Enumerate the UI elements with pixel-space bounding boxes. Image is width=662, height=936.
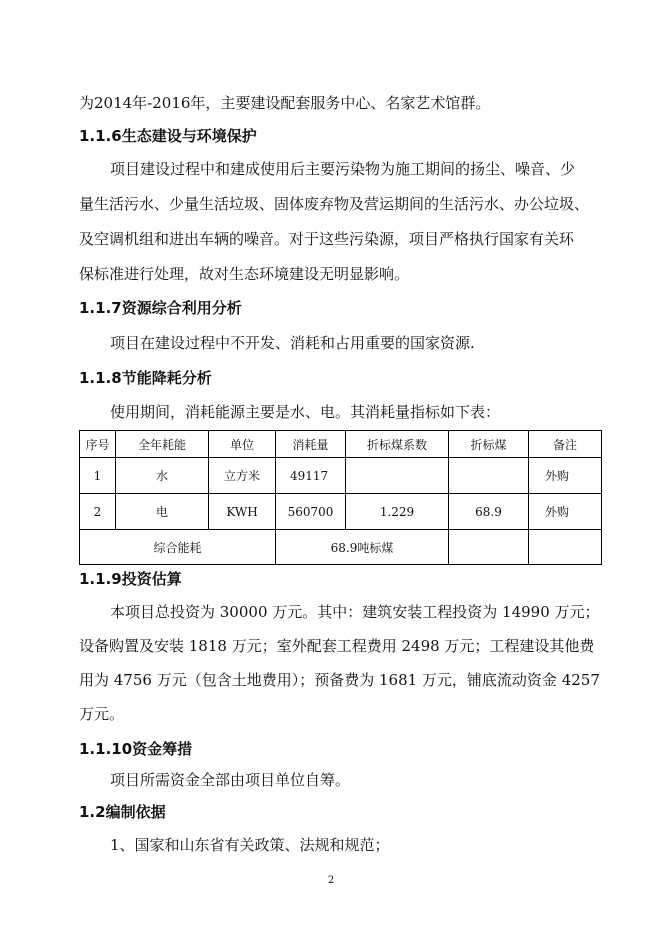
header-consumption: 消耗量 [276,431,346,458]
invest-paragraph-line-1: 本项目总投资为 30000 万元。其中：建筑安装工程投资为 14990 万元； [110,603,600,621]
total-label: 综合能耗 [80,530,276,565]
invest-paragraph-line-4: 万元。 [79,705,125,723]
cell-energy-type: 电 [116,494,209,530]
page-number: 2 [327,875,335,886]
table-row [80,494,602,530]
cell-consumption: 560700 [276,494,346,530]
cell-standard-coal [449,458,529,494]
heading-1-1-8: 1.1.8节能降耗分析 [79,369,212,387]
cell-coal-coefficient: 1.229 [346,494,449,530]
header-energy-type: 全年耗能 [116,431,209,458]
header-coal-coefficient: 折标煤系数 [346,431,449,458]
total-empty-cell [449,530,529,565]
continuation-line: 为2014年-2016年，主要建设配套服务中心、名家艺术馆群。 [79,94,491,112]
cell-index: 1 [80,458,116,494]
table-row [80,458,602,494]
heading-1-1-9: 1.1.9投资估算 [79,570,182,588]
heading-1-1-10: 1.1.10资金筹措 [79,740,193,758]
heading-1-2: 1.2编制依据 [79,803,166,821]
cell-energy-type: 水 [116,458,209,494]
cell-unit: 立方米 [209,458,276,494]
eco-paragraph-line-2: 量生活污水、少量生活垃圾、固体废弃物及营运期间的生活污水、办公垃圾、 [79,195,590,213]
table-header-row [80,431,602,458]
eco-paragraph-line-4: 保标准进行处理，故对生态环境建设无明显影响。 [79,265,410,283]
header-index: 序号 [80,431,116,458]
eco-paragraph-line-1: 项目建设过程中和建成使用后主要污染物为施工期间的扬尘、噪音、少 [110,160,576,178]
header-unit: 单位 [209,431,276,458]
invest-paragraph-line-3: 用为 4756 万元（包含土地费用）；预备费为 1681 万元，铺底流动资金 4257 [79,671,600,689]
energy-intro: 使用期间，消耗能源主要是水、电。其消耗量指标如下表： [110,403,501,421]
total-empty-cell [529,530,602,565]
cell-consumption: 49117 [276,458,346,494]
total-value: 68.9吨标煤 [276,530,449,565]
cell-index: 2 [80,494,116,530]
header-standard-coal: 折标煤 [449,431,529,458]
invest-paragraph-line-2: 设备购置及安装 1818 万元；室外配套工程费用 2498 万元；工程建设其他费 [79,637,595,655]
funding-paragraph: 项目所需资金全部由项目单位自筹。 [110,771,351,789]
energy-consumption-table [79,430,602,565]
cell-remark: 外购 [529,458,602,494]
resource-paragraph: 项目在建设过程中不开发、消耗和占用重要的国家资源. [110,334,475,352]
cell-remark: 外购 [529,494,602,530]
header-remark: 备注 [529,431,602,458]
cell-standard-coal: 68.9 [449,494,529,530]
eco-paragraph-line-3: 及空调机组和进出车辆的噪音。对于这些污染源，项目严格执行国家有关环 [79,230,575,248]
basis-item-1: 1、国家和山东省有关政策、法规和规范； [110,836,390,854]
heading-1-1-6: 1.1.6生态建设与环境保护 [79,127,257,145]
cell-unit: KWH [209,494,276,530]
heading-1-1-7: 1.1.7资源综合利用分析 [79,299,242,317]
cell-coal-coefficient [346,458,449,494]
table-total-row [80,530,602,565]
